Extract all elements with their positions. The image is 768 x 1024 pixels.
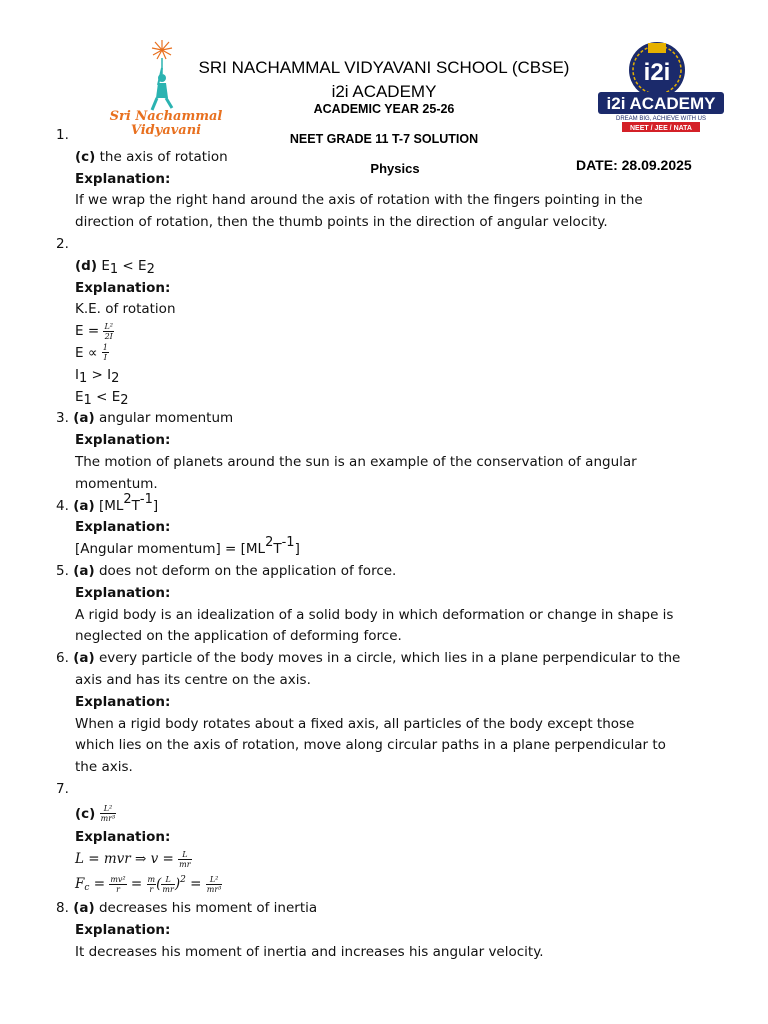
question-3-explanation-label: Explanation: — [75, 432, 171, 449]
question-7-force-equation: $F_c$ = $\frac{\text{mv²}}{r}$ = $\frac{m}{r}$ ( $\frac{L}{mr}$ )$^2$ = $\frac{\text{L²}}{\text{mr³}}$ — [75, 875, 222, 895]
academic-year: ACADEMIC YEAR 25-26 — [313, 102, 455, 116]
logo-right-tagline: DREAM BIG, ACHIEVE WITH US — [615, 116, 707, 122]
question-5-explanation: A rigid body is an idealization of a solid body in which deformation or change in shape is — [75, 606, 674, 623]
solutions — [56, 125, 746, 964]
question-7-number: 7. — [56, 780, 69, 797]
logo-right-exams: NEET / JEE / NATA — [630, 125, 692, 132]
school-name: SRI NACHAMMAL VIDYAVANI SCHOOL (CBSE) — [198, 58, 570, 77]
question-8-explanation: It decreases his moment of inertia and increases his angular velocity. — [75, 943, 544, 960]
question-3-explanation: momentum. — [75, 475, 158, 492]
question-7-explanation-label: Explanation: — [75, 828, 171, 845]
document-title: NEET GRADE 11 T-7 SOLUTION — [289, 132, 479, 146]
logo-right-name: i2i ACADEMY — [606, 94, 716, 113]
subject: Physics — [370, 161, 420, 176]
question-6-explanation: which lies on the axis of rotation, move along circular paths in a plane perpendicular to — [75, 737, 666, 754]
question-2-explanation: K.E. of rotation — [75, 301, 176, 318]
question-8-answer: 8. (a) decreases his moment of inertia — [56, 900, 318, 917]
question-6-explanation: When a rigid body rotates about a fixed axis, all particles of the body except those — [75, 715, 635, 732]
question-6-answer-cont: axis and has its centre on the axis. — [75, 671, 311, 688]
svg-text:i2i: i2i — [643, 59, 671, 86]
question-2-proportion: E ∝ $\frac{1}{I}$ — [75, 343, 108, 363]
question-4-explanation-label: Explanation: — [75, 519, 171, 536]
date: DATE: 28.09.2025 — [576, 157, 692, 173]
question-1-answer: (c) the axis of rotation — [75, 148, 228, 165]
question-6-answer: 6. (a) every particle of the body moves in a circle, which lies in a plane perpendicular to the — [56, 650, 681, 667]
question-4-answer: 4. (a) $[ML^2T^{-1}]$ — [56, 491, 159, 514]
question-1-explanation-label: Explanation: — [75, 170, 171, 187]
question-5-explanation: neglected on the application of deforming force. — [75, 628, 402, 645]
logo-left-line2: Vidyavani — [130, 123, 202, 138]
question-1-explanation: If we wrap the right hand around the axis of rotation with the fingers pointing in the — [75, 192, 643, 209]
question-5-answer: 5. (a) does not deform on the application of force. — [56, 562, 397, 579]
question-6-explanation: the axis. — [75, 759, 133, 776]
question-1-explanation: direction of rotation, then the thumb points in the direction of angular velocity. — [75, 214, 608, 231]
question-7-velocity-equation: L = mvr ⇒ v = $\frac{L}{mr}$ — [75, 849, 191, 869]
question-2-answer: (d) $E_1 < E_2$ — [75, 257, 155, 277]
question-6-explanation-label: Explanation: — [75, 693, 171, 710]
academy-name: i2i ACADEMY — [331, 82, 437, 101]
question-2-explanation-label: Explanation: — [75, 279, 171, 296]
question-5-explanation-label: Explanation: — [75, 584, 171, 601]
question-2-energy-relation: $E_1 < E_2$ — [75, 388, 129, 408]
question-2-inertia-relation: $I_1 > I_2$ — [75, 366, 120, 386]
question-7-answer: (c) $\frac{\text{L²}}{\text{mr³}}$ — [75, 804, 116, 824]
logo-left-line1: Sri Nachammal — [109, 109, 223, 124]
question-1-number: 1. — [56, 127, 69, 143]
question-3-answer: 3. (a) angular momentum — [56, 410, 234, 427]
question-3-explanation: The motion of planets around the sun is an example of the conservation of angular — [75, 453, 637, 470]
question-4-explanation: [Angular momentum] = $[ML^2T^{-1}]$ — [75, 535, 300, 558]
question-8-explanation-label: Explanation: — [75, 922, 171, 939]
question-2-number: 2. — [56, 235, 69, 252]
question-2-equation: E = $\frac{\text{L²}}{2I}$ — [75, 321, 113, 341]
